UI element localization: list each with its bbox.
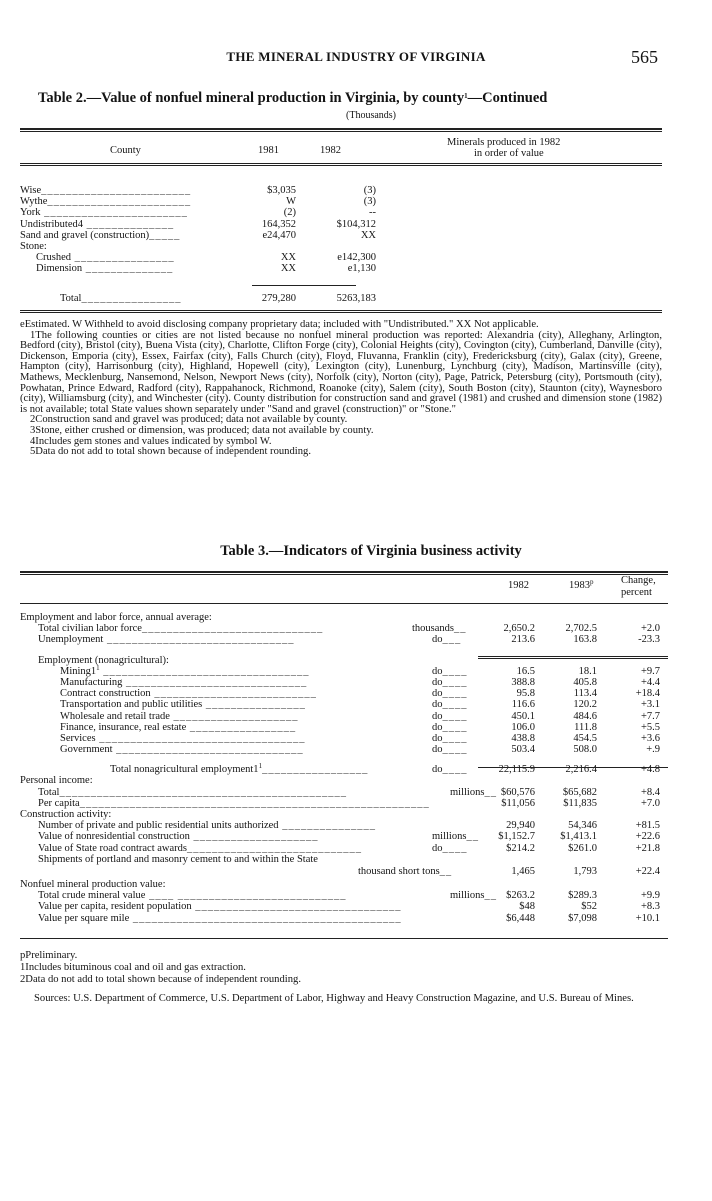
footnote-4: 4Includes gem stones and values indicated by symbol W. — [30, 435, 272, 447]
table2-bottom-rule — [20, 310, 662, 311]
table2-row: Stone: — [20, 240, 47, 252]
table3-row: Total nonagricultural $employment1^1\_\_\_\_\_\_\_\_\_\_\_\_\_\_\_\_\_$ do____ 22,115.9 2,216.4 +4.8 — [110, 762, 660, 776]
table3-row: Services _________________________________ do____ 438.8 454.5 +3.6 — [60, 732, 660, 744]
table3-row: Value per square mile ___________________________________________ $6,448 $7,098 +10.1 — [38, 912, 660, 924]
footnote-3: 3Stone, either crushed or dimension, was produced; data not available by county. — [30, 424, 374, 436]
note-2: 2Data do not add to total shown because of independent rounding. — [20, 974, 301, 985]
table3-row: $Mining1^1$ _________________________________ do____ 16.5 18.1 +9.7 — [60, 663, 660, 677]
note-preliminary: pPreliminary. — [20, 950, 78, 961]
table3-row: Unemployment ______________________________ do___ 213.6 163.8 -23.3 — [38, 634, 660, 646]
table3-row: Contract construction __________________________ do____ 95.8 113.4 +18.4 — [60, 688, 660, 700]
table2-col-1981: 1981 — [258, 145, 279, 156]
table3-top-rule-2 — [20, 574, 668, 575]
table3-row: Transportation and public utilities ________________ do____ 116.6 120.2 +3.1 — [60, 699, 660, 711]
table3-row: Value of State road contract awards____________________________ do____ $214.2 $261.0 +21.8 — [38, 842, 660, 854]
table2-bottom-rule-2 — [20, 312, 662, 313]
table3-bottom-rule — [20, 938, 668, 939]
table3-subtotal-rule — [478, 656, 668, 657]
table3-row: Employment (nonagricultural): — [38, 654, 169, 666]
running-head — [0, 47, 712, 67]
table2-row: Dimension ______________ XX e1,130 — [36, 263, 376, 275]
table3-head-rule — [20, 603, 668, 604]
table2-col-1982: 1982 — [320, 145, 341, 156]
note-1: 1Includes bituminous coal and oil and gas extraction. — [20, 962, 246, 973]
table3-row: Value per capita, resident population _________________________________ $48 $52 +8.3 — [38, 901, 660, 913]
table2-footnotes — [20, 320, 662, 458]
running-title: THE MINERAL INDUSTRY OF VIRGINIA — [226, 49, 486, 64]
table3-row: Construction activity: — [20, 809, 112, 820]
table2-row: Crushed ________________ XX e142,300 — [36, 252, 376, 264]
table2-top-rule — [20, 128, 662, 130]
table3-row: Government ______________________________ do____ 503.4 508.0 +.9 — [60, 744, 660, 756]
table3-row: Employment and labor force, annual average: — [20, 612, 212, 623]
table3-col-percent: percent — [621, 587, 652, 598]
table3-top-rule — [20, 571, 668, 573]
table3-total-rule — [478, 767, 668, 768]
table3-row: Personal income: — [20, 775, 93, 787]
table2-row: Wythe_______________________ W (3) — [20, 196, 376, 208]
table2-top-rule-2 — [20, 131, 662, 132]
table3-title: Table 3.—Indicators of Virginia business activity — [220, 543, 522, 559]
table2-row: Undistributed4 ______________ 164,352 $104,312 — [20, 218, 376, 230]
table3-col-1982: 1982 — [508, 580, 529, 591]
table2-total-row: Total________________ 279,280 5263,183 — [60, 293, 376, 304]
table2-col-minerals-1: Minerals produced in 1982 — [447, 137, 561, 148]
table2-head-rule — [20, 163, 662, 164]
table3-row: Finance, insurance, real estate _________________ do____ 106.0 111.8 +5.5 — [60, 721, 660, 733]
table3-row: Shipments of portland and masonry cement to and within the State — [38, 853, 318, 865]
table2-row: York _______________________ (2) -- — [20, 207, 376, 219]
table3-row: Value of nonresidential construction ____________________ millions__ $1,152.7 $1,413.1 +22.6 — [38, 831, 660, 843]
table2-units: (Thousands) — [346, 110, 396, 121]
table3-row: Total______________________________________________ millions__ $60,576 $65,682 +8.4 — [38, 786, 660, 798]
table2-head-rule-2 — [20, 165, 662, 166]
table3-row: Manufacturing _____________________________ do____ 388.8 405.8 +4.4 — [60, 676, 660, 688]
table3-subtotal-rule-2 — [478, 658, 668, 659]
table3-row: Total civilian labor force_____________________________ thousands__ 2,650.2 2,702.5 +2.0 — [38, 623, 660, 635]
table2-title: Table 2.—Value of nonfuel mineral production in Virginia, by county$^1$—Continued — [38, 90, 548, 106]
table3-row: thousand short tons__ 1,465 1,793 +22.4 — [358, 865, 660, 877]
table3-col-1983: 1983$^p$ — [569, 578, 594, 591]
table3-col-change: Change, — [621, 575, 656, 586]
table3-notes — [20, 950, 670, 986]
table3-sources: Sources: U.S. Department of Commerce, U.S. Department of Labor, Highway and Heavy Construction Magazine, and U.S. Bureau of Mines. — [34, 993, 634, 1004]
table2-row: Wise________________________ $3,035 (3) — [20, 185, 376, 196]
table2-total-rule — [252, 285, 356, 286]
table2-col-minerals-2: in order of value — [474, 148, 544, 159]
table2-col-county: County — [110, 145, 141, 156]
table2-total — [20, 293, 380, 304]
footnote-1: 1The following counties or cities are not listed because no nonfuel mineral production was reported: Alexandria (city), Alleghany, Arlington, Bedford (city), Bristol (city), Buena Vista (city), Charlotte, Clifton Forge (city), Colonial Heights (city), Covington (city), Cumberland, Danville (city), Dickenson, Emporia (city), Essex, Fairfax (city), Falls Church (city), Floyd, Fluvanna, Franklin (city), Fredericksburg (city), Galax (city), Greene, Hampton (city), Harrisonburg (city), Highland, Hopewell (city), Lexington (city), Lunenburg, Lynchburg (city), Madison, Martinsville (city), Mathews, Mecklenburg, Nansemond, Nelson, Newport News (city), Norfolk (city), Norton (city), Page, Patrick, Petersburg (city), Portsmouth (city), Powhatan, Prince Edward, Radford (city), Rappahanock, Richmond, Roanoke (city), Salem (city), South Boston (city), Staunton (city), Waynesboro (city), Williamsburg (city), and Winchester (city). County distribution for construction sand and gravel (1981) and crushed and dimension stone (1982) is not available; total State values shown separately under "Sand and gravel (construction)" or "Stone." — [20, 329, 662, 415]
table2-row: Sand and gravel (construction)_____ e24,470 XX — [20, 229, 376, 241]
table3-row: Total crude mineral value ____ ___________________________ millions__ $263.2 $289.3 +9.9 — [38, 890, 660, 902]
footnote-legend: eEstimated. W Withheld to avoid disclosing company proprietary data; included with "Undistributed." XX Not applicable. — [20, 319, 539, 330]
footnote-2: 2Construction sand and gravel was produced; data not available by county. — [30, 414, 348, 426]
table3-row: Nonfuel mineral production value: — [20, 878, 166, 890]
page-number: 565 — [631, 47, 658, 67]
table2-body — [20, 185, 380, 275]
footnote-5: 5Data do not add to total shown because of independent rounding. — [30, 446, 311, 458]
table3-row: Per capita________________________________________________________ $11,056 $11,835 +7.0 — [38, 797, 660, 809]
table3-row: Number of private and public residential units authorized _______________ 29,940 54,346 +81.5 — [38, 820, 660, 832]
table3-row: Wholesale and retail trade ____________________ do____ 450.1 484.6 +7.7 — [60, 710, 660, 722]
